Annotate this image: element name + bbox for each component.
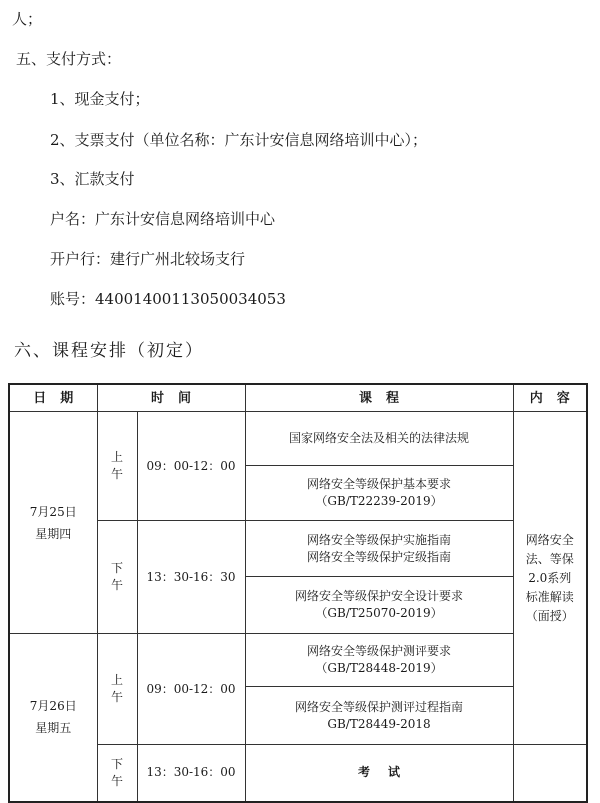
schedule-table (8, 383, 588, 803)
day2-am-cell: 上 午 (97, 634, 137, 745)
day1-am-time: 09：00-12：00 (137, 412, 245, 521)
day1-am-cell: 上 午 (97, 412, 137, 521)
header-content: 内容 (513, 384, 587, 412)
account-name: 户名：广东计安信息网络培训中心 (50, 210, 276, 228)
payment-transfer: 3、汇款支付 (50, 170, 135, 188)
course-cell: 网络安全等级保护基本要求 （GB/T22239-2019） (245, 466, 513, 521)
course-cell: 网络安全等级保护测评要求 （GB/T28448-2019） (245, 634, 513, 687)
day1-cell (9, 412, 97, 634)
day1-pm-time: 13：30-16：30 (137, 521, 245, 634)
day1-pm-cell: 下 午 (97, 521, 137, 634)
day1-weekday: 星期四 (35, 526, 72, 541)
day1-date: 7月25日 (29, 504, 77, 519)
course-cell: 国家网络安全法及相关的法律法规 (245, 412, 513, 466)
day2-pm-cell: 下 午 (97, 745, 137, 802)
exam-cell: 考试 (245, 745, 513, 802)
section-6-title: 六、课程安排（初定） (14, 341, 204, 361)
section-5-title: 五、支付方式： (16, 50, 122, 68)
table-row (9, 634, 587, 687)
line-continuation: 人； (12, 10, 43, 28)
header-date: 日期 (9, 384, 97, 412)
course-cell: 网络安全等级保护实施指南 网络安全等级保护定级指南 (245, 521, 513, 577)
day2-date: 7月26日 (29, 699, 77, 714)
header-course: 课程 (245, 384, 513, 412)
course-cell: 网络安全等级保护测评过程指南 GB/T28449-2018 (245, 687, 513, 745)
day2-am-time: 09：00-12：00 (137, 634, 245, 745)
payment-cheque: 2、支票支付（单位名称：广东计安信息网络培训中心）； (50, 131, 428, 149)
payment-cash: 1、现金支付； (50, 90, 150, 108)
table-row (9, 412, 587, 466)
course-cell: 网络安全等级保护安全设计要求 （GB/T25070-2019） (245, 577, 513, 634)
day2-cell (9, 634, 97, 802)
table-header-row (9, 384, 587, 412)
header-time: 时间 (97, 384, 245, 412)
day2-weekday: 星期五 (35, 721, 72, 736)
account-number: 账号：44001400113050034053 (50, 290, 286, 308)
day2-pm-time: 13：30-16：00 (137, 745, 245, 802)
content-cell: 网络安全 法、等保 2.0系列 标准解读 （面授） (513, 412, 587, 745)
empty-content-cell (513, 745, 587, 802)
account-bank: 开户行：建行广州北较场支行 (50, 250, 246, 268)
